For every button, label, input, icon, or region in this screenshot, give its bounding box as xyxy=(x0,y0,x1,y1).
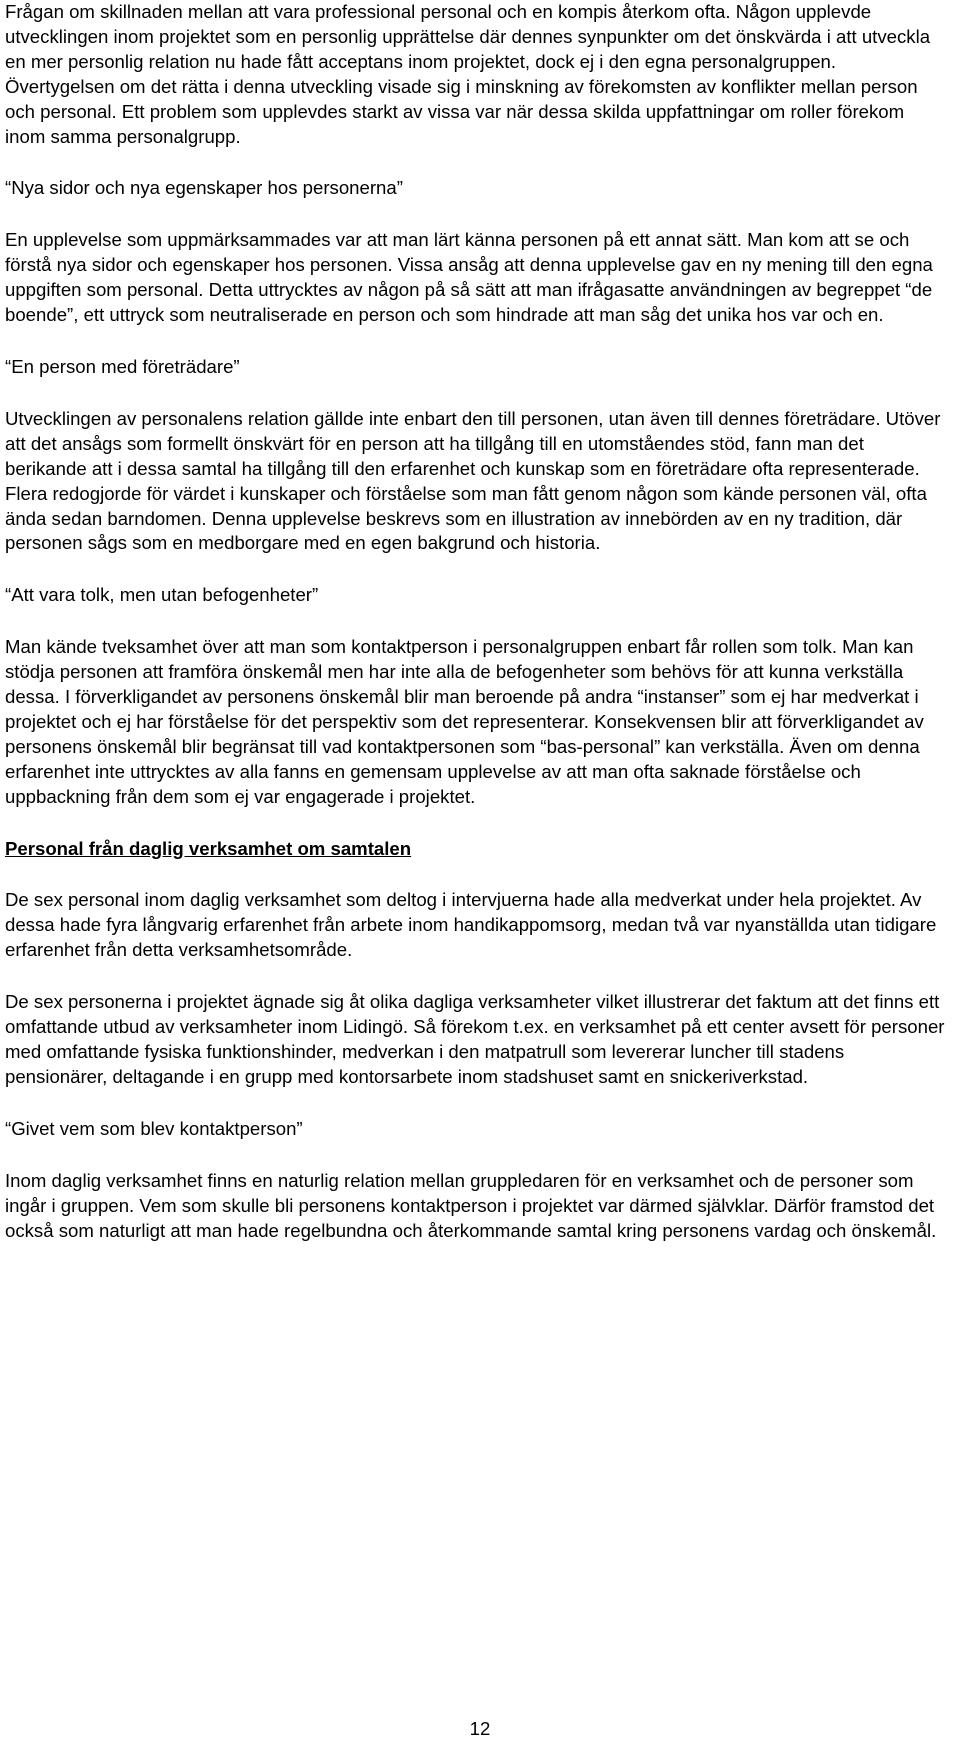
section-heading-representative: “En person med företrädare” xyxy=(5,355,240,377)
section-heading-contact-person: “Givet vem som blev kontaktperson” xyxy=(5,1117,303,1139)
paragraph-representative: Utvecklingen av personalens relation gällde inte enbart den till personen, utan även till dennes företrädare. Utöver att det ansågs som formellt önskvärt för en person att ha tillgång till en utomståendes stöd, fann man det berikande att i dessa samtal ha tillgång till den erfarenhet och kunskap som en företrädare ofta representerade. Flera redogjorde för värdet i kunskaper och förståelse som man fått genom någon som kände personen väl, ofta ända sedan barndomen. Denna upplevelse beskrevs som en illustration av innebörden av en ny tradition, där personen sågs som en medborgare med en egen bakgrund och historia. xyxy=(5,407,941,554)
paragraph-contact-person: Inom daglig verksamhet finns en naturlig relation mellan gruppledaren för en verksamhet och de personer som ingår i gruppen. Vem som skulle bli personens kontaktperson i projektet var därmed självklar. Därför framstod det också som naturligt att man hade regelbundna och återkommande samtal kring personens vardag och önskemål. xyxy=(5,1169,937,1241)
document-page xyxy=(5,0,945,1243)
page-number: 12 xyxy=(469,1718,491,1739)
paragraph-new-sides: En upplevelse som uppmärksammades var att man lärt känna personen på ett annat sätt. Man kom att se och förstå nya sidor och egenskaper hos personen. Vissa ansåg att denna upplevelse gav en ny mening till den egna uppgiften som personal. Detta uttrycktes av någon på så sätt att man ifrågasatte användningen av begreppet “de boende”, ett uttryck som neutraliserade en person och som hindrade att man såg det unika hos var och en. xyxy=(5,229,933,326)
paragraph-interpreter: Man kände tveksamhet över att man som kontaktperson i personalgruppen enbart får rollen som tolk. Man kan stödja personen att framföra önskemål men har inte alla de befogenheter som behövs för att kunna verkställa dessa. I förverkligandet av personens önskemål blir man beroende på andra “instanser” som ej har medverkat i projektet och ej har förståelse för det perspektiv som det representerar. Konsekvensen blir att förverkligandet av personens önskemål blir begränsat till vad kontaktpersonen som “bas-personal” kan verkställa. Även om denna erfarenhet inte uttrycktes av alla fanns en gemensam upplevelse av att man ofta saknade förståelse och uppbackning från dem som ej var engagerade i projektet. xyxy=(5,636,924,807)
paragraph-staff-background: De sex personal inom daglig verksamhet som deltog i intervjuerna hade alla medverkat under hela projektet. Av dessa hade fyra långvarig erfarenhet från arbete inom handikappomsorg, medan två var nyanställda utan tidigare erfarenhet från detta verksamhetsområde. xyxy=(5,889,937,961)
section-heading-interpreter: “Att vara tolk, men utan befogenheter” xyxy=(5,584,319,606)
section-heading-daily-activity: Personal från daglig verksamhet om samtalen xyxy=(5,837,412,859)
section-heading-new-sides: “Nya sidor och nya egenskaper hos personerna” xyxy=(5,177,403,199)
paragraph-activities: De sex personerna i projektet ägnade sig åt olika dagliga verksamheter vilket illustrerar det faktum att det finns ett omfattande utbud av verksamheter inom Lidingö. Så förekom t.ex. en verksamhet på ett center avsett för personer med omfattande fysiska funktionshinder, medverkan i den matpatrull som levererar luncher till stadens pensionärer, deltagande i en grupp med kontorsarbete inom stadshuset samt en snickeriverkstad. xyxy=(5,991,945,1087)
paragraph-roles: Frågan om skillnaden mellan att vara professional personal och en kompis återkom ofta. Någon upplevde utvecklingen inom projektet som en personlig upprättelse där dennes synpunkter om det önskvärda i att utveckla en mer personlig relation nu hade fått acceptans inom projektet, dock ej i den egna personalgruppen. Övertygelsen om det rätta i denna utveckling visade sig i minskning av förekomsten av konflikter mellan person och personal. Ett problem som upplevdes starkt av vissa var när dessa skilda uppfattningar om roller förekom inom samma personalgrupp. xyxy=(5,1,931,147)
